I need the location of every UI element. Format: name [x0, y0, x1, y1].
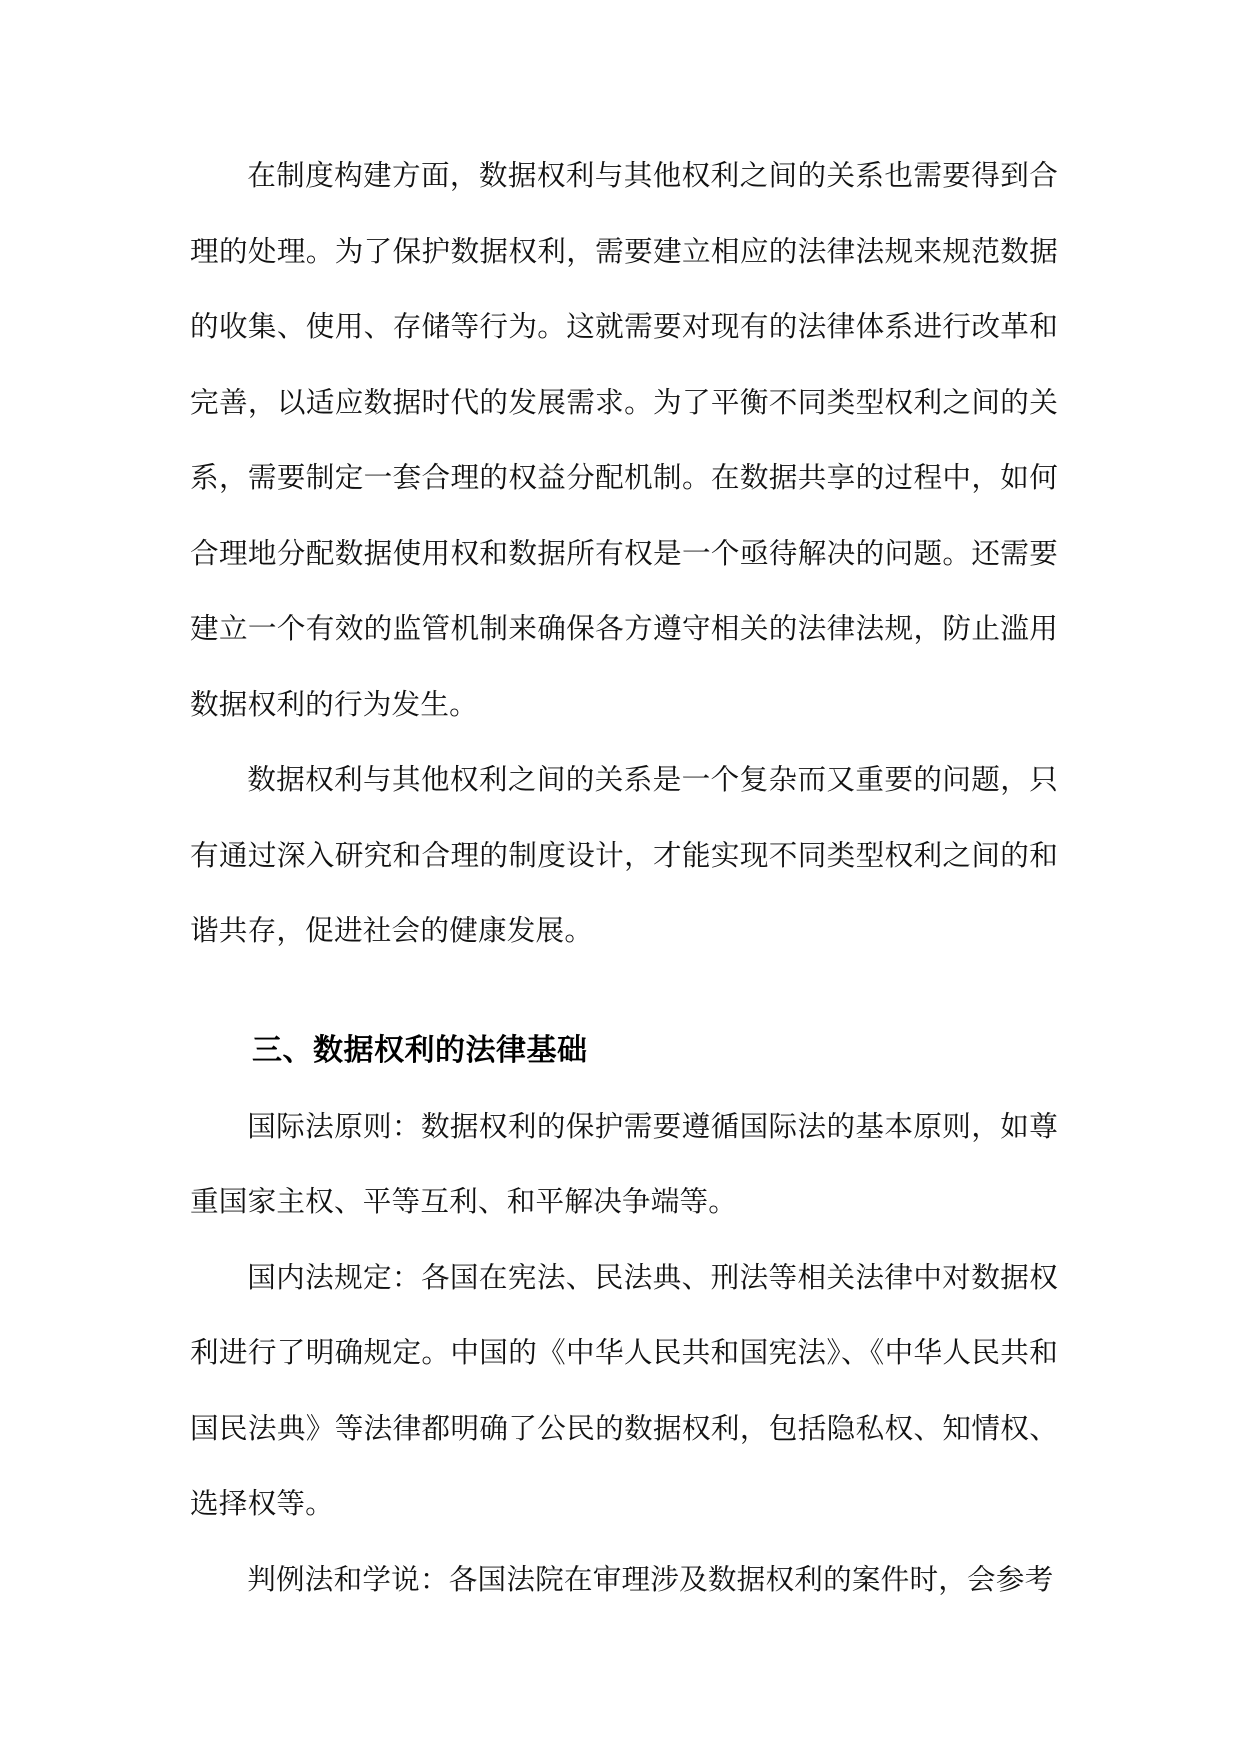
- paragraph-relationship-summary: 数据权利与其他权利之间的关系是一个复杂而又重要的问题，只有通过深入研究和合理的制度设计，才能实现不同类型权利之间的和谐共存，促进社会的健康发展。: [190, 762, 1058, 947]
- section-heading-legal-basis: 三、数据权利的法律基础: [252, 1032, 588, 1068]
- document-body: [190, 138, 1058, 1617]
- paragraph-institutional-construction: 在制度构建方面，数据权利与其他权利之间的关系也需要得到合理的处理。为了保护数据权利，需要建立相应的法律法规来规范数据的收集、使用、存储等行为。这就需要对现有的法律体系进行改革和完善，以适应数据时代的发展需求。为了平衡不同类型权利之间的关系，需要制定一套合理的权益分配机制。在数据共享的过程中，如何合理地分配数据使用权和数据所有权是一个亟待解决的问题。还需要建立一个有效的监管机制来确保各方遵守相关的法律法规，防止滥用数据权利的行为发生。: [190, 158, 1058, 721]
- paragraph-case-law: 判例法和学说：各国法院在审理涉及数据权利的案件时，会参考: [247, 1561, 1054, 1596]
- paragraph-international-law: 国际法原则：数据权利的保护需要遵循国际法的基本原则，如尊重国家主权、平等互利、和平解决争端等。: [190, 1108, 1058, 1218]
- paragraph-domestic-law: 国内法规定：各国在宪法、民法典、刑法等相关法律中对数据权利进行了明确规定。中国的《中华人民共和国宪法》、《中华人民共和国民法典》等法律都明确了公民的数据权利，包括隐私权、知情权、选择权等。: [190, 1259, 1058, 1520]
